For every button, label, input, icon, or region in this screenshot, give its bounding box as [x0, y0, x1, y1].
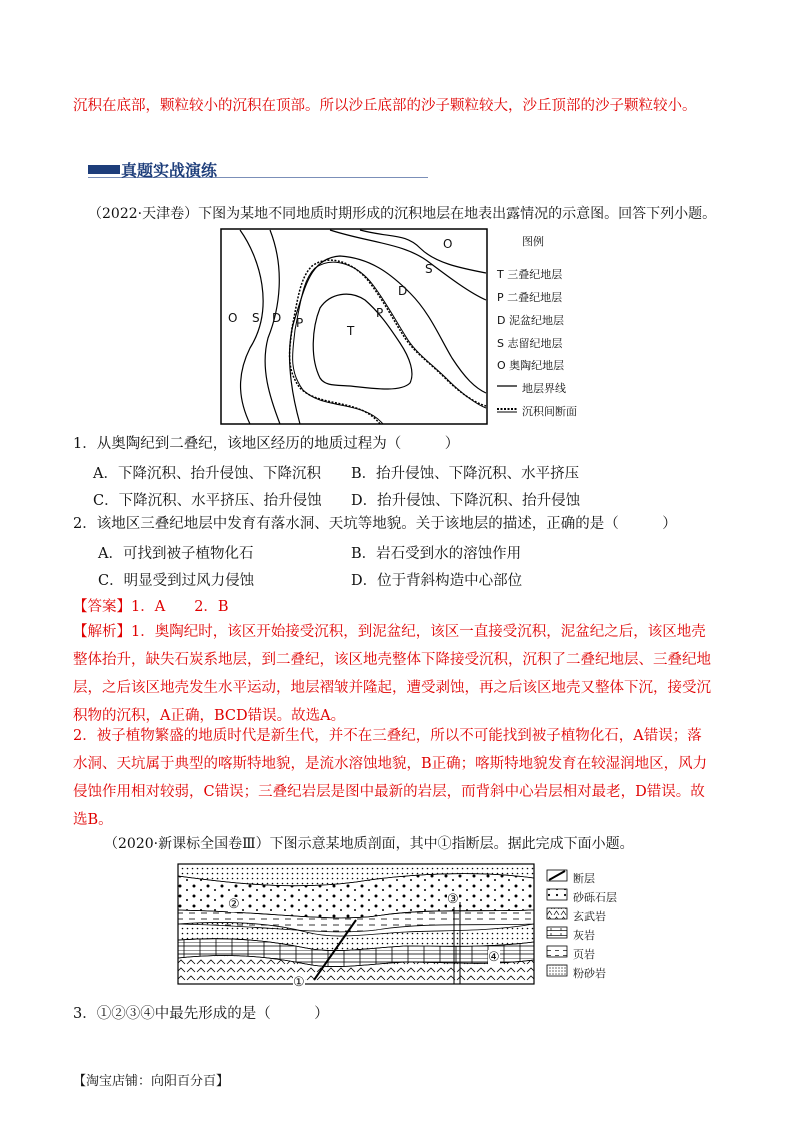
analysis-1: [73, 618, 733, 730]
analysis-2: [73, 722, 733, 834]
legend-item-d: D 泥盆纪地层: [497, 314, 564, 327]
question-1-option-d[interactable]: D．抬升侵蚀、下降沉积、抬升侵蚀: [351, 493, 581, 509]
legend-item-t: T 三叠纪地层: [497, 268, 563, 281]
map-label-s-left: S: [252, 311, 260, 325]
cross-section-marker-2: ②: [228, 897, 240, 912]
question-2-option-b[interactable]: B．岩石受到水的溶蚀作用: [351, 546, 522, 562]
footer-shop: 【淘宝店铺：向阳百分百】: [73, 1074, 230, 1089]
cross-section-legend-swatches: [546, 868, 568, 980]
analysis-2-line-3: 侵蚀作用相对较弱，C错误；三叠纪岩层是图中最新的岩层，而背斜中心岩层相对最老，D错误。故: [73, 784, 705, 800]
map-label-o-top: O: [443, 237, 453, 251]
map-label-o-left: O: [228, 311, 238, 325]
map-label-s-top: S: [425, 262, 433, 276]
question-2-option-d[interactable]: D．位于背斜构造中心部位: [351, 573, 523, 589]
legend2-limestone: 灰岩: [573, 929, 595, 942]
analysis-1-line-1: 【解析】1．奥陶纪时，该区开始接受沉积，到泥盆纪，该区一直接受沉积，泥盆纪之后，该区地壳: [73, 624, 706, 640]
map-label-t: T: [347, 324, 355, 338]
question-1-option-c[interactable]: C．下降沉积、水平挤压、抬升侵蚀: [93, 493, 322, 509]
cross-section-marker-4: ④: [488, 950, 500, 965]
intro-continuation: 沉积在底部，颗粒较小的沉积在顶部。所以沙丘底部的沙子颗粒较大，沙丘顶部的沙子颗粒较小。: [73, 98, 697, 114]
legend-line-symbols: [497, 381, 519, 421]
section-title: 真题实战演练: [121, 161, 218, 180]
legend2-gravel: 砂砾石层: [573, 891, 617, 904]
question-group2-intro: （2020·新课标全国卷Ⅲ）下图示意某地质剖面，其中①指断层。据此完成下面小题。: [104, 836, 634, 852]
question-1-option-a[interactable]: A．下降沉积、抬升侵蚀、下降沉积: [93, 466, 321, 482]
legend-item-p: P 二叠纪地层: [497, 291, 563, 304]
map-label-p-right: P: [376, 306, 384, 320]
map-label-p-left: P: [296, 316, 304, 330]
question-3-stem: 3．①②③④中最先形成的是（ ）: [73, 1006, 329, 1022]
legend-item-boundary: 地层界线: [522, 382, 566, 395]
legend-item-unconformity: 沉积间断面: [522, 405, 577, 418]
analysis-1-line-4: 积物的沉积，A正确，BCD错误。故选A。: [73, 708, 346, 724]
analysis-1-line-2: 整体抬升，缺失石炭系地层，到二叠纪，该区地壳整体下降接受沉积，沉积了二叠纪地层、三叠纪地: [73, 652, 711, 668]
legend2-fault: 断层: [573, 872, 595, 885]
map-label-d-mid: D: [398, 284, 408, 298]
question-1-option-b[interactable]: B．抬升侵蚀、下降沉积、水平挤压: [351, 466, 580, 482]
analysis-2-line-4: 选B。: [73, 812, 113, 828]
analysis-1-line-3: 层，之后该区地壳发生水平运动，地层褶皱并隆起，遭受剥蚀，再之后该区地壳又整体下沉，接受沉: [73, 680, 711, 696]
legend2-siltstone: 粉砂岩: [573, 967, 606, 980]
question-2-option-c[interactable]: C．明显受到过风力侵蚀: [98, 573, 255, 589]
cross-section-marker-3: ③: [447, 892, 459, 907]
section-header-block: [88, 165, 120, 174]
answer-line: 【答案】1．A 2．B: [73, 599, 229, 615]
question-2-option-a[interactable]: A．可找到被子植物化石: [98, 546, 254, 562]
map-legend-title: 图例: [522, 235, 544, 248]
geology-cross-section: [176, 862, 536, 987]
legend2-shale: 页岩: [573, 948, 595, 961]
question-2-stem: 2．该地区三叠纪地层中发育有落水洞、天坑等地貌。关于该地层的描述，正确的是（ ）: [73, 516, 677, 532]
legend-item-o: O 奥陶纪地层: [497, 359, 565, 372]
question-group1-intro: （2022·天津卷）下图为某地不同地质时期形成的沉积地层在地表出露情况的示意图。回答下列小题。: [88, 206, 717, 222]
analysis-2-line-1: 2．被子植物繁盛的地质时代是新生代，并不在三叠纪，所以不可能找到被子植物化石，A错误；落: [73, 728, 702, 744]
analysis-2-line-2: 水洞、天坑属于典型的喀斯特地貌，是流水溶蚀地貌，B正确；喀斯特地貌发育在较湿润地区，风力: [73, 756, 708, 772]
legend2-basalt: 玄武岩: [573, 910, 606, 923]
question-1-stem: 1．从奥陶纪到二叠纪，该地区经历的地质过程为（ ）: [73, 436, 460, 452]
map-label-d-left: D: [272, 311, 282, 325]
cross-section-marker-1: ①: [293, 975, 305, 990]
legend-item-s: S 志留纪地层: [497, 337, 563, 350]
